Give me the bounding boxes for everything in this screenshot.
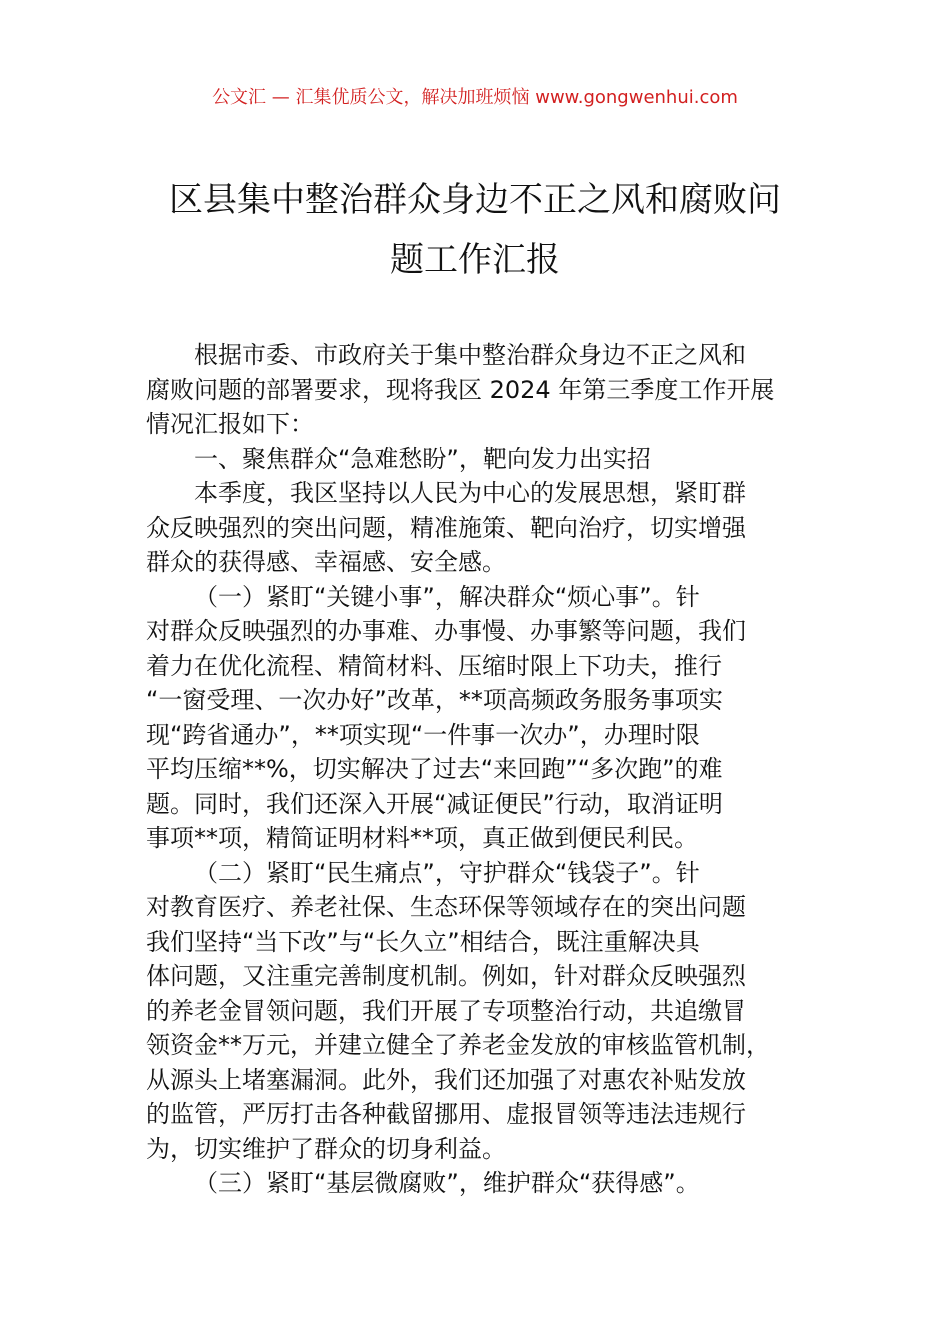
item-3-paragraph	[146, 1166, 806, 1201]
title-line-2: 题工作汇报	[390, 240, 560, 280]
text-line: 从源头上堵塞漏洞。此外，我们还加强了对惠农补贴发放	[146, 1065, 746, 1094]
text-line: 对教育医疗、养老社保、生态环保等领域存在的突出问题	[146, 893, 746, 921]
text-line: “一窗受理、一次办好”改革，**项高频政务服务事项实	[146, 686, 723, 714]
text-line: 的监管，严厉打击各种截留挪用、虚报冒领等违法违规行	[146, 1100, 746, 1128]
text-line: （一）紧盯“关键小事”，解决群众“烦心事”。针	[194, 582, 700, 611]
intro-paragraph	[146, 338, 806, 442]
text-line: 平均压缩**%，切实解决了过去“来回跑”“多次跑”的难	[146, 755, 723, 783]
document-body	[146, 338, 806, 1201]
text-line: 的养老金冒领问题，我们开展了专项整治行动，共追缴冒	[146, 996, 746, 1025]
text-line: 题。同时，我们还深入开展“减证便民”行动，取消证明	[146, 789, 723, 818]
text-line: 对群众反映强烈的办事难、办事慢、办事繁等问题，我们	[146, 617, 746, 645]
text-line: 本季度，我区坚持以人民为中心的发展思想，紧盯群	[194, 479, 746, 507]
text-line: 领资金**万元，并建立健全了养老金发放的审核监管机制，	[146, 1031, 770, 1059]
text-line: 现“跨省通办”，**项实现“一件事一次办”，办理时限	[146, 720, 700, 749]
document-title	[120, 170, 830, 290]
text-line: （二）紧盯“民生痛点”，守护群众“钱袋子”。针	[194, 858, 700, 887]
text-line: 群众的获得感、幸福感、安全感。	[146, 548, 506, 576]
text-line: 腐败问题的部署要求，现将我区 2024 年第三季度工作开展	[146, 375, 775, 404]
item-2-paragraph	[146, 856, 806, 1167]
text-line: 我们坚持“当下改”与“长久立”相结合，既注重解决具	[146, 927, 700, 956]
text-line: （三）紧盯“基层微腐败”，维护群众“获得感”。	[194, 1169, 700, 1197]
text-line: 情况汇报如下：	[146, 410, 314, 438]
text-line: 体问题，又注重完善制度机制。例如，针对群众反映强烈	[146, 962, 746, 990]
text-line: 根据市委、市政府关于集中整治群众身边不正之风和	[194, 341, 746, 369]
title-line-1: 区县集中整治群众身边不正之风和腐败问	[169, 180, 781, 220]
section-1-paragraph	[146, 476, 806, 580]
text-line: 着力在优化流程、精简材料、压缩时限上下功夫，推行	[146, 651, 722, 680]
header-banner: 公文汇 — 汇集优质公文，解决加班烦恼 www.gongwenhui.com	[212, 87, 738, 108]
text-line: 为，切实维护了群众的切身利益。	[146, 1134, 506, 1163]
item-1-paragraph	[146, 580, 806, 856]
text-line: 一、聚焦群众“急难愁盼”，靶向发力出实招	[194, 444, 651, 473]
text-line: 众反映强烈的突出问题，精准施策、靶向治疗，切实增强	[146, 513, 746, 542]
text-line: 事项**项，精简证明材料**项，真正做到便民利民。	[146, 824, 698, 852]
section-1-heading	[146, 442, 806, 477]
